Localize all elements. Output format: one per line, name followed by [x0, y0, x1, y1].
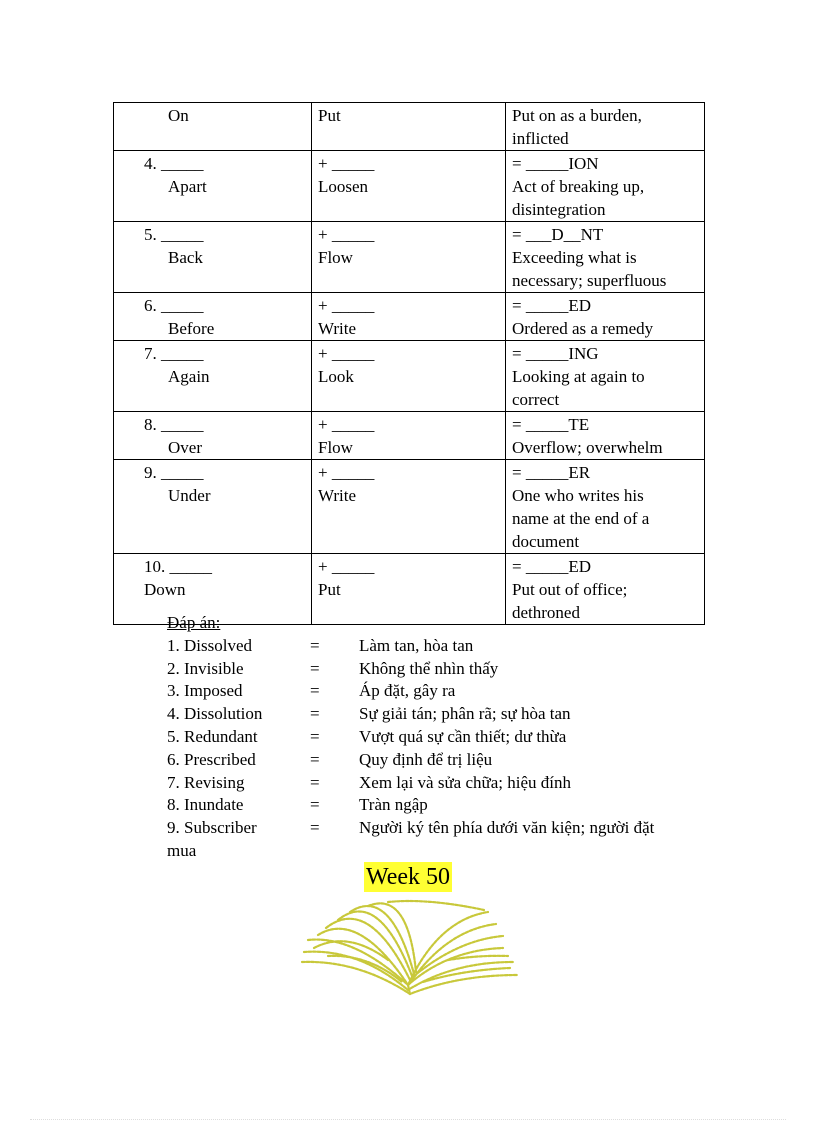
cell-line: 6. _____ [144, 296, 204, 315]
definition-cell [506, 341, 705, 412]
cell-line: Put [318, 106, 341, 125]
list-item [167, 772, 707, 795]
cell-line: Act of breaking up, [512, 177, 645, 196]
answer-word: 3. Imposed [167, 681, 243, 701]
prefix-cell [114, 341, 312, 412]
cell-line: = ___D__NT [512, 225, 604, 244]
table-row [114, 460, 705, 554]
cell-line: = _____ER [512, 463, 591, 482]
answer-meaning: Xem lại và sửa chữa; hiệu đính [359, 772, 571, 792]
cell-line: = _____ION [512, 154, 599, 173]
cell-line: = _____TE [512, 415, 590, 434]
cell-line: 8. _____ [144, 415, 204, 434]
answer-word: 4. Dissolution [167, 704, 263, 724]
answer-meaning: Vượt quá sự cần thiết; dư thừa [359, 726, 567, 746]
answer-key-header: Đáp án: [167, 613, 221, 632]
root-cell [312, 151, 506, 222]
definition-cell [506, 103, 705, 151]
root-cell [312, 293, 506, 341]
cell-line: Flow [318, 248, 353, 267]
table-row [114, 151, 705, 222]
cell-line: disintegration [512, 200, 606, 219]
table-row [114, 341, 705, 412]
cell-line: + _____ [318, 296, 375, 315]
cell-line: + _____ [318, 557, 375, 576]
cell-line: Put [318, 580, 341, 599]
cell-line: 5. _____ [144, 225, 204, 244]
prefix-cell [114, 103, 312, 151]
definition-cell [506, 293, 705, 341]
root-cell [312, 222, 506, 293]
answer-meaning: Sự giải tán; phân rã; sự hòa tan [359, 704, 571, 724]
cell-line: Under [168, 486, 211, 505]
equals-sign: = [310, 635, 320, 655]
cell-line: 9. _____ [144, 463, 204, 482]
cell-line: Over [168, 438, 202, 457]
cell-line: + _____ [318, 415, 375, 434]
list-item [167, 703, 707, 726]
answer-meaning: Làm tan, hòa tan [359, 635, 474, 655]
answer-word: 7. Revising [167, 772, 245, 792]
cell-line: One who writes his [512, 486, 644, 505]
week-label: Week 50 [366, 864, 451, 890]
equals-sign: = [310, 795, 320, 815]
prefix-cell [114, 151, 312, 222]
prefix-cell [114, 412, 312, 460]
answer-word: 2. Invisible [167, 658, 244, 678]
answer-continuation: mua [167, 840, 197, 860]
cell-line: = _____ED [512, 557, 591, 576]
answer-meaning: Không thể nhìn thấy [359, 658, 499, 678]
answer-meaning: Người ký tên phía dưới văn kiện; người đặt [359, 818, 655, 838]
cell-line: name at the end of a [512, 509, 650, 528]
cell-line: Overflow; overwhelm [512, 438, 663, 457]
cell-line: Put out of office; [512, 580, 628, 599]
open-book-icon [298, 890, 522, 998]
prefix-cell [114, 293, 312, 341]
cell-line: inflicted [512, 129, 569, 148]
list-item [167, 726, 707, 749]
cell-line: = _____ED [512, 296, 591, 315]
root-cell [312, 412, 506, 460]
root-cell [312, 460, 506, 554]
table-row [114, 293, 705, 341]
equals-sign: = [310, 818, 320, 838]
cell-line: Write [318, 486, 357, 505]
table-row [114, 103, 705, 151]
table-row [114, 412, 705, 460]
cell-line: correct [512, 390, 560, 409]
answer-meaning: Áp đặt, gây ra [359, 681, 456, 701]
cell-line: Look [318, 367, 354, 386]
page-bottom-border [30, 1119, 786, 1120]
equals-sign: = [310, 658, 320, 678]
answer-word: 1. Dissolved [167, 635, 252, 655]
root-cell [312, 103, 506, 151]
cell-line: necessary; superfluous [512, 271, 667, 290]
cell-line: + _____ [318, 344, 375, 363]
list-item [167, 658, 707, 681]
cell-line: dethroned [512, 603, 580, 622]
answer-meaning: Quy định để trị liệu [359, 749, 493, 769]
definition-cell [506, 222, 705, 293]
cell-line: Back [168, 248, 203, 267]
cell-line: + _____ [318, 225, 375, 244]
definition-cell [506, 460, 705, 554]
cell-line: Looking at again to [512, 367, 645, 386]
prefix-cell [114, 222, 312, 293]
list-item [167, 817, 707, 840]
equals-sign: = [310, 726, 320, 746]
answer-word: 8. Inundate [167, 795, 244, 815]
definition-cell [506, 151, 705, 222]
vocabulary-table [113, 102, 705, 625]
definition-cell [506, 412, 705, 460]
cell-line: = _____ING [512, 344, 599, 363]
list-item [167, 749, 707, 772]
prefix-cell [114, 460, 312, 554]
list-item [167, 680, 707, 703]
cell-line: Put on as a burden, [512, 106, 642, 125]
cell-line: Loosen [318, 177, 369, 196]
cell-line: On [168, 106, 189, 125]
cell-line: 10. _____ [144, 557, 212, 576]
cell-line: Down [144, 580, 186, 599]
equals-sign: = [310, 749, 320, 769]
table-row [114, 222, 705, 293]
cell-line: Write [318, 319, 357, 338]
root-cell [312, 341, 506, 412]
answer-word: 9. Subscriber [167, 818, 257, 838]
answer-word: 5. Redundant [167, 726, 258, 746]
cell-line: + _____ [318, 463, 375, 482]
cell-line: Exceeding what is [512, 248, 637, 267]
list-item [167, 635, 707, 658]
cell-line: 4. _____ [144, 154, 204, 173]
equals-sign: = [310, 772, 320, 792]
cell-line: 7. _____ [144, 344, 204, 363]
equals-sign: = [310, 681, 320, 701]
equals-sign: = [310, 704, 320, 724]
cell-line: Again [168, 367, 210, 386]
cell-line: Flow [318, 438, 353, 457]
cell-line: + _____ [318, 154, 375, 173]
cell-line: Apart [168, 177, 207, 196]
cell-line: document [512, 532, 580, 551]
cell-line: Before [168, 319, 215, 338]
list-item [167, 794, 707, 817]
answer-key [167, 612, 707, 863]
answer-meaning: Tràn ngập [359, 795, 428, 815]
answer-word: 6. Prescribed [167, 749, 256, 769]
cell-line: Ordered as a remedy [512, 319, 654, 338]
